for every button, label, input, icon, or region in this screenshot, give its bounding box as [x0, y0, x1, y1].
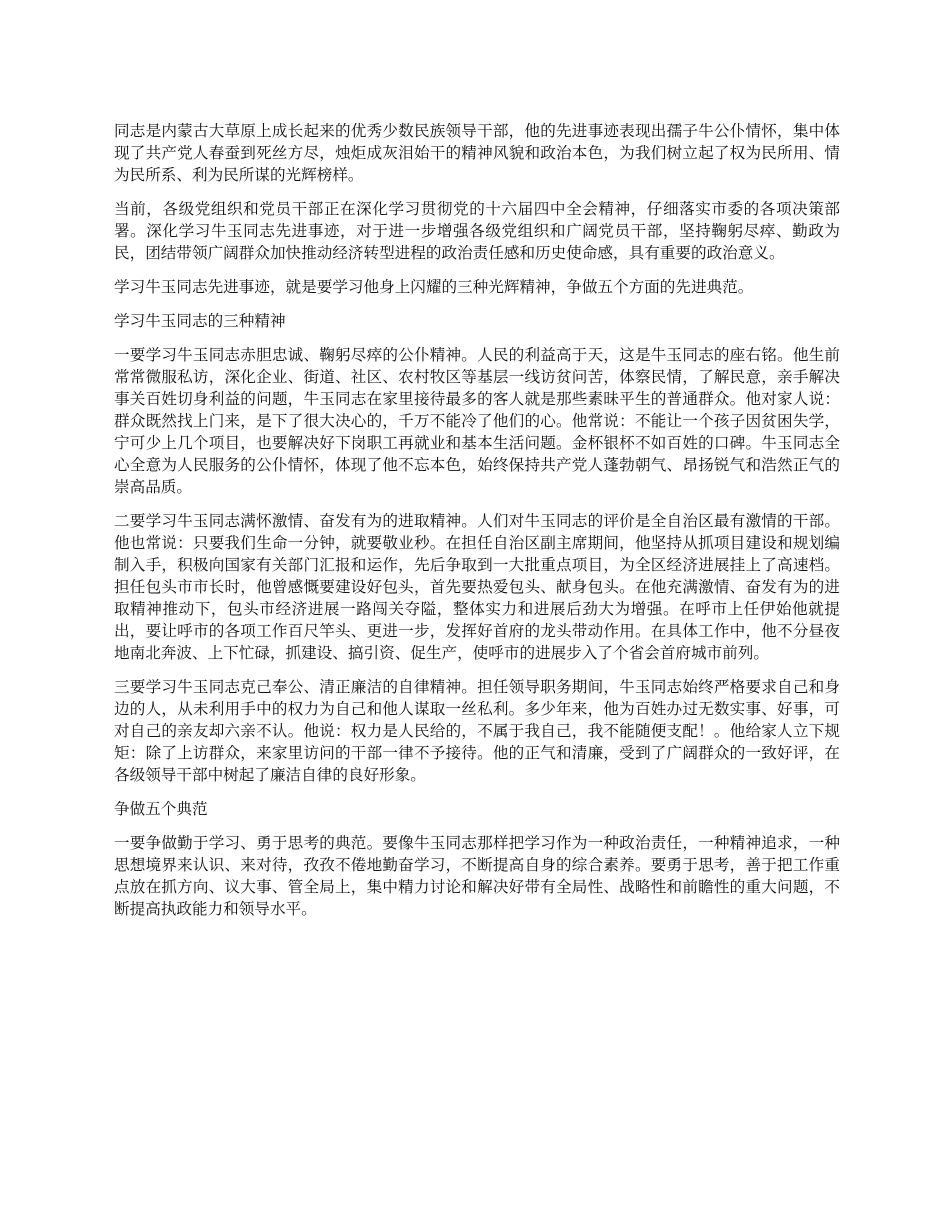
paragraph-spirit-two: 二要学习牛玉同志满怀激情、奋发有为的进取精神。人们对牛玉同志的评价是全自治区最有激情的干部。他也常说：只要我们生命一分钟，就要敬业秒。在担任自治区副主席期间，他坚持从抓项目建设和规划编制入手，积极向国家有关部门汇报和运作，先后争取到一大批重点项目，为全区经济进展挂上了高速档。担任包头市市长时，他曾感慨要建设好包头，首先要热爱包头、献身包头。在他充满激情、奋发有为的进取精神推动下，包头市经济进展一路闯关夺隘，整体实力和进展后劲大为增强。在呼市上任伊始他就提出，要让呼市的各项工作百尺竿头、更进一步，发挥好首府的龙头带动作用。在具体工作中，他不分昼夜地南北奔波、上下忙碌，抓建设、搞引资、促生产，使呼市的进展步入了个省会首府城市前列。 — [114, 512, 840, 662]
document-body — [114, 120, 840, 932]
paragraph-spirit-one: 一要学习牛玉同志赤胆忠诚、鞠躬尽瘁的公仆精神。人民的利益高于天，这是牛玉同志的座右铭。他生前常常微服私访，深化企业、街道、社区、农村牧区等基层一线访贫问苦，体察民情，了解民意，亲手解决事关百姓切身利益的问题，牛玉同志在家里接待最多的客人就是那些素昧平生的普通群众。他对家人说：群众既然找上门来，是下了很大决心的，千万不能冷了他们的心。他常说：不能让一个孩子因贫困失学，宁可少上几个项目，也要解决好下岗职工再就业和基本生活问题。金杯银杯不如百姓的口碑。牛玉同志全心全意为人民服务的公仆情怀，体现了他不忘本色，始终保持共产党人蓬勃朝气、昂扬锐气和浩然正气的崇高品质。 — [114, 346, 840, 496]
paragraph-spirit-three: 三要学习牛玉同志克己奉公、清正廉洁的自律精神。担任领导职务期间，牛玉同志始终严格要求自己和身边的人，从未利用手中的权力为自己和他人谋取一丝私利。多少年来，他为百姓办过无数实事、好事，可对自己的亲友却六亲不认。他说：权力是人民给的，不属于我自己，我不能随便支配！。他给家人立下规矩：除了上访群众，来家里访问的干部一律不予接待。他的正气和清廉，受到了广阔群众的一致好评，在各级领导干部中树起了廉洁自律的良好形象。 — [114, 678, 840, 784]
section-heading-five-models: 争做五个典范 — [114, 800, 208, 818]
paragraph-summary: 学习牛玉同志先进事迹，就是要学习他身上闪耀的三种光辉精神，争做五个方面的先进典范。 — [114, 278, 754, 296]
paragraph-model-one: 一要争做勤于学习、勇于思考的典范。要像牛玉同志那样把学习作为一种政治责任，一种精神追求，一种思想境界来认识、来对待，孜孜不倦地勤奋学习，不断提高自身的综合素养。要勇于思考，善于把工作重点放在抓方向、议大事、管全局上，集中精力讨论和解决好带有全局性、战略性和前瞻性的重大问题，不断提高执政能力和领导水平。 — [114, 834, 840, 918]
section-heading-three-spirits: 学习牛玉同志的三种精神 — [114, 312, 286, 330]
paragraph-current-situation: 当前，各级党组织和党员干部正在深化学习贯彻党的十六届四中全会精神，仔细落实市委的各项决策部署。深化学习牛玉同志先进事迹，对于进一步增强各级党组织和广阔党员干部，坚持鞠躬尽瘁、勤政为民，团结带领广阔群众加快推动经济转型进程的政治责任感和历史使命感，具有重要的政治意义。 — [114, 200, 840, 262]
paragraph-intro: 同志是内蒙古大草原上成长起来的优秀少数民族领导干部，他的先进事迹表现出孺子牛公仆情怀，集中体现了共产党人春蚕到死丝方尽，烛炬成灰泪始干的精神风貌和政治本色，为我们树立起了权为民所用、情为民所系、利为民所谋的光辉榜样。 — [114, 122, 840, 184]
